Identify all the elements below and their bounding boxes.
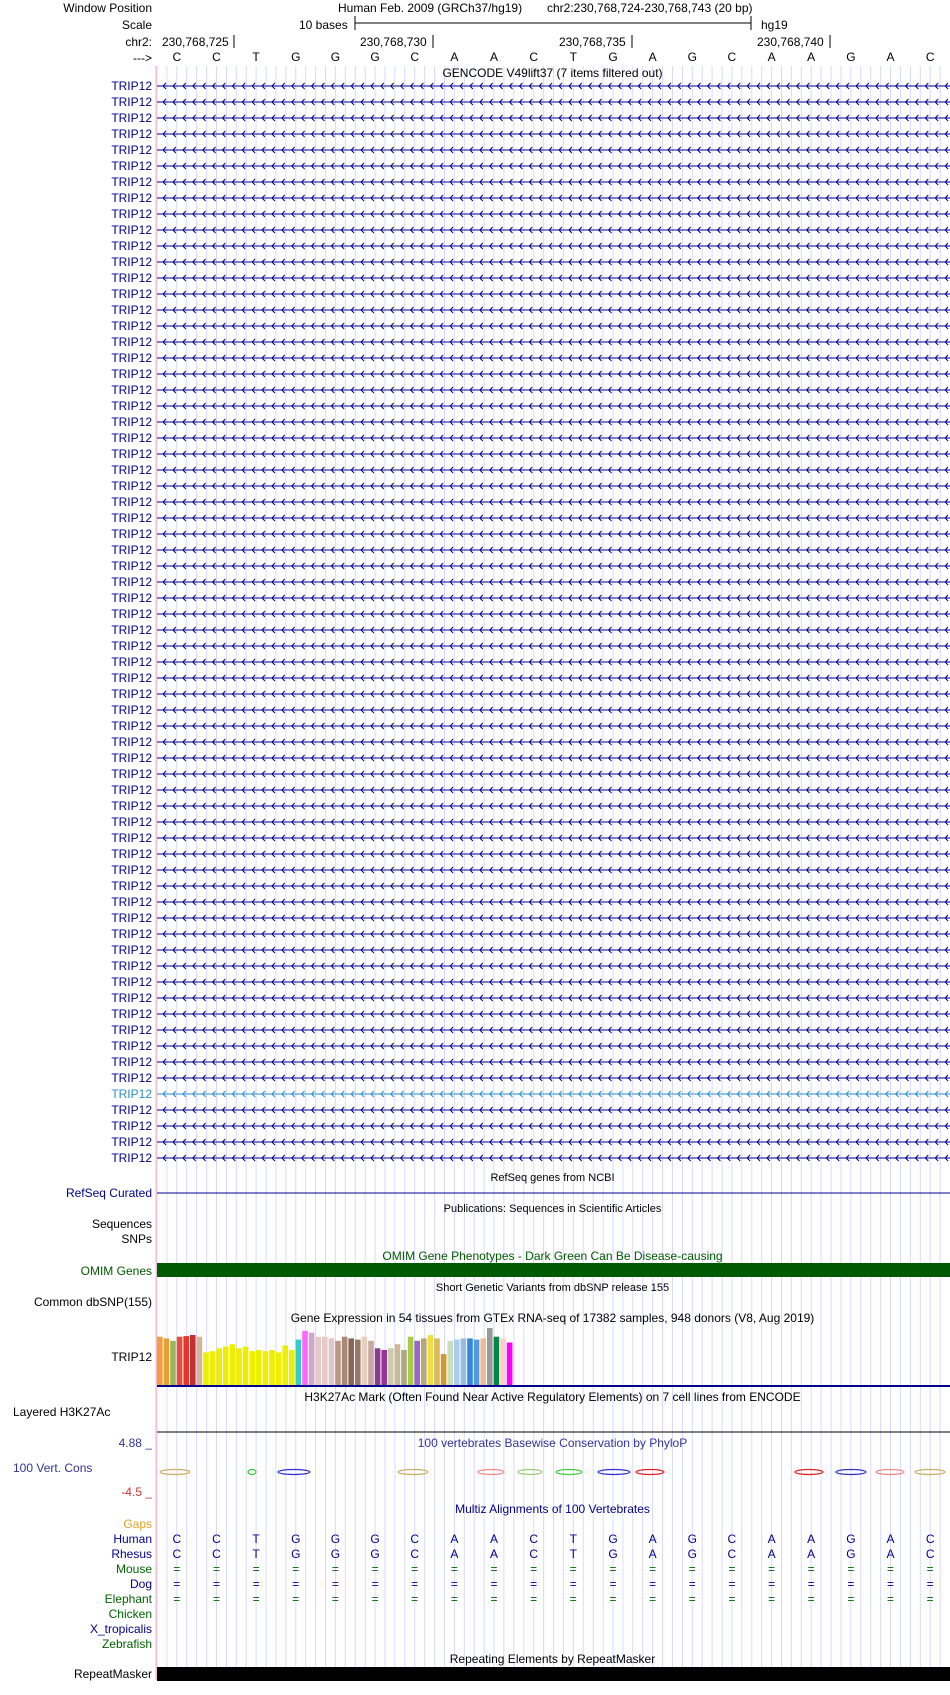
coord-3: 230,768,735	[559, 35, 626, 49]
gene-label-trip12[interactable]: TRIP12	[111, 751, 152, 765]
gtex-tissue-bar	[322, 1337, 328, 1386]
species-label[interactable]: Rhesus	[111, 1547, 152, 1561]
species-label[interactable]: Human	[113, 1532, 152, 1546]
alignment-base: =	[609, 1562, 617, 1576]
gene-label-trip12[interactable]: TRIP12	[111, 1055, 152, 1069]
chrom-label: chr2:	[125, 35, 152, 49]
base-letter: G	[608, 50, 618, 64]
alignment-base: =	[688, 1577, 696, 1591]
gene-label-trip12[interactable]: TRIP12	[111, 1039, 152, 1053]
coord-2: 230,768,730	[360, 35, 427, 49]
gtex-tissue-bar	[428, 1335, 434, 1386]
gtex-tissue-bar	[480, 1338, 486, 1386]
omim-track-title[interactable]: OMIM Gene Phenotypes - Dark Green Can Be Disease-causing	[382, 1249, 723, 1263]
alignment-base: C	[529, 1532, 539, 1546]
gene-label-trip12[interactable]: TRIP12	[111, 207, 152, 221]
gene-label-trip12[interactable]: TRIP12	[111, 943, 152, 957]
alignment-base: C	[212, 1547, 221, 1561]
gene-label-trip12[interactable]: TRIP12	[111, 783, 152, 797]
refseq-track-title[interactable]: RefSeq genes from NCBI	[490, 1172, 615, 1184]
refseq-label[interactable]: RefSeq Curated	[65, 1186, 152, 1200]
alignment-base: =	[411, 1577, 419, 1591]
phylop-max-label: 4.88 _	[118, 1436, 152, 1450]
gtex-tissue-bar	[408, 1337, 414, 1386]
alignment-base: C	[529, 1547, 539, 1561]
alignment-base: A	[648, 1532, 657, 1546]
gtex-tissue-bar	[302, 1331, 308, 1386]
gene-label-trip12[interactable]: TRIP12	[111, 879, 152, 893]
gtex-tissue-bar	[315, 1337, 321, 1386]
gene-label-trip12[interactable]: TRIP12	[111, 319, 152, 333]
gtex-label[interactable]: TRIP12	[111, 1350, 152, 1364]
gtex-tissue-bar	[263, 1351, 269, 1386]
alignment-base: =	[530, 1577, 538, 1591]
alignment-base: =	[688, 1592, 696, 1606]
alignment-base: =	[649, 1592, 657, 1606]
alignment-base: C	[925, 1532, 935, 1546]
gtex-tissue-bar	[342, 1337, 348, 1386]
multiz-track-title[interactable]: Multiz Alignments of 100 Vertebrates	[455, 1502, 650, 1516]
alignment-base: =	[490, 1592, 498, 1606]
alignment-base: =	[252, 1577, 260, 1591]
alignment-base: T	[252, 1532, 260, 1546]
species-label[interactable]: X_tropicalis	[89, 1622, 152, 1636]
publications-track-title[interactable]: Publications: Sequences in Scientific Articles	[443, 1203, 662, 1215]
gene-label-trip12[interactable]: TRIP12	[111, 399, 152, 413]
alignment-base: =	[530, 1592, 538, 1606]
alignment-base: G	[687, 1532, 697, 1546]
multiz-gaps-label[interactable]: Gaps	[123, 1517, 152, 1531]
position-text[interactable]: chr2:230,768,724-230,768,743 (20 bp)	[547, 1, 753, 15]
phylop-mark	[478, 1470, 504, 1475]
base-letter: G	[370, 50, 380, 64]
phylop-mark	[248, 1470, 256, 1475]
gtex-tissue-bar	[210, 1351, 216, 1386]
gtex-tissue-bar	[243, 1347, 249, 1386]
alignment-base: A	[450, 1547, 459, 1561]
gtex-tissue-bar	[329, 1338, 335, 1386]
gtex-tissue-bar	[230, 1344, 236, 1386]
alignment-base: =	[807, 1592, 815, 1606]
alignment-base: =	[411, 1592, 419, 1606]
alignment-base: A	[450, 1532, 459, 1546]
window-position-label: Window Position	[63, 1, 152, 15]
species-alignment	[157, 1562, 950, 1576]
phylop-track-title[interactable]: 100 vertebrates Basewise Conservation by PhyloP	[417, 1436, 688, 1450]
phylop-mark	[795, 1470, 823, 1475]
alignment-base: A	[489, 1547, 498, 1561]
species-alignment	[157, 1577, 950, 1591]
alignment-base: =	[450, 1577, 458, 1591]
gene-label-trip12[interactable]: TRIP12	[111, 159, 152, 173]
gtex-tissue-bar	[362, 1337, 368, 1386]
gene-label-trip12[interactable]: TRIP12	[111, 831, 152, 845]
alignment-base: =	[768, 1592, 776, 1606]
base-letter: G	[330, 50, 341, 64]
omim-label[interactable]: OMIM Genes	[80, 1264, 152, 1278]
gene-label-trip12[interactable]: TRIP12	[111, 735, 152, 749]
gtex-tissue-bar	[441, 1354, 447, 1386]
alignment-base: A	[489, 1532, 498, 1546]
gene-label-trip12[interactable]: TRIP12	[111, 911, 152, 925]
gtex-tissue-bar	[157, 1337, 163, 1386]
gene-label-trip12[interactable]: TRIP12	[111, 1007, 152, 1021]
publications-label-snps[interactable]: SNPs	[121, 1232, 152, 1246]
gene-label-trip12[interactable]: TRIP12	[111, 559, 152, 573]
gene-label-trip12[interactable]: TRIP12	[111, 623, 152, 637]
base-letter: A	[450, 50, 459, 64]
phylop-mark	[556, 1470, 582, 1475]
phylop-mark	[160, 1470, 190, 1475]
h3k27ac-label[interactable]: Layered H3K27Ac	[13, 1405, 111, 1419]
alignment-base: =	[569, 1562, 577, 1576]
gtex-tissue-bar	[401, 1350, 407, 1386]
alignment-base: T	[569, 1547, 577, 1561]
alignment-base: =	[490, 1577, 498, 1591]
gene-label-trip12[interactable]: TRIP12	[111, 479, 152, 493]
alignment-base: A	[886, 1532, 895, 1546]
gtex-tissue-bar	[309, 1333, 315, 1386]
assembly-short: hg19	[761, 18, 788, 32]
gtex-tissue-bar	[395, 1344, 401, 1386]
alignment-base: =	[807, 1577, 815, 1591]
alignment-base: T	[569, 1532, 577, 1546]
gene-label-trip12[interactable]: TRIP12	[111, 383, 152, 397]
alignment-base: =	[450, 1592, 458, 1606]
alignment-base: =	[886, 1577, 894, 1591]
gtex-tissue-bar	[381, 1350, 387, 1386]
gene-label-trip12[interactable]: TRIP12	[111, 367, 152, 381]
gtex-tissue-bar	[368, 1341, 374, 1386]
species-label[interactable]: Mouse	[115, 1562, 152, 1576]
alignment-base: =	[649, 1577, 657, 1591]
alignment-base: =	[609, 1592, 617, 1606]
gene-label-trip12[interactable]: TRIP12	[111, 1103, 152, 1117]
alignment-base: =	[926, 1592, 934, 1606]
gene-label-trip12[interactable]: TRIP12	[111, 1023, 152, 1037]
gtex-tissue-bar	[494, 1337, 500, 1386]
gtex-tissue-bar	[474, 1340, 480, 1386]
gene-label-trip12[interactable]: TRIP12	[111, 847, 152, 861]
gtex-tissue-bar	[256, 1350, 262, 1386]
gene-label-trip12[interactable]: TRIP12	[111, 447, 152, 461]
gene-label-trip12[interactable]: TRIP12	[111, 591, 152, 605]
base-letter: A	[648, 50, 657, 64]
gtex-tissue-bar	[348, 1338, 354, 1386]
species-alignment	[157, 1547, 950, 1561]
base-letter: C	[172, 50, 182, 64]
phylop-mark	[518, 1470, 542, 1475]
alignment-base: C	[172, 1532, 182, 1546]
repeatmasker-label[interactable]: RepeatMasker	[73, 1667, 152, 1681]
alignment-base: =	[331, 1577, 339, 1591]
alignment-base: =	[847, 1562, 855, 1576]
alignment-base: =	[807, 1562, 815, 1576]
gtex-tissue-bar	[170, 1341, 176, 1386]
gtex-tissue-bar	[375, 1348, 381, 1386]
gtex-tissue-bar	[434, 1338, 440, 1386]
gtex-tissue-bar	[355, 1340, 361, 1386]
gene-label-trip12[interactable]: TRIP12	[111, 463, 152, 477]
base-letter: G	[846, 50, 856, 64]
gene-label-trip12[interactable]: TRIP12	[111, 1135, 152, 1149]
gtex-tissue-bar	[487, 1328, 493, 1386]
gene-label-trip12[interactable]: TRIP12	[111, 719, 152, 733]
strand-label: --->	[133, 51, 152, 65]
gencode-track-title[interactable]: GENCODE V49lift37 (7 items filtered out)	[442, 66, 663, 80]
alignment-base: G	[291, 1547, 301, 1561]
alignment-base: =	[609, 1577, 617, 1591]
gene-label-trip12[interactable]: TRIP12	[111, 191, 152, 205]
gtex-tissue-bar	[447, 1341, 453, 1386]
assembly-title: Human Feb. 2009 (GRCh37/hg19)	[338, 1, 523, 15]
alignment-base: =	[252, 1592, 260, 1606]
alignment-base: G	[330, 1532, 341, 1546]
alignment-base: =	[331, 1592, 339, 1606]
base-letter: A	[886, 50, 895, 64]
alignment-base: =	[252, 1562, 260, 1576]
base-letter: G	[291, 50, 301, 64]
alignment-base: =	[371, 1577, 379, 1591]
base-letter: C	[727, 50, 737, 64]
alignment-base: A	[886, 1547, 895, 1561]
gene-label-trip12[interactable]: TRIP12	[111, 991, 152, 1005]
alignment-base: A	[767, 1547, 776, 1561]
gtex-tissue-bar	[500, 1338, 506, 1386]
base-letter: G	[687, 50, 697, 64]
gtex-tissue-bar	[282, 1345, 288, 1386]
alignment-base: =	[569, 1592, 577, 1606]
base-letter: A	[767, 50, 776, 64]
gene-label-trip12[interactable]: TRIP12	[111, 687, 152, 701]
alignment-base: =	[569, 1577, 577, 1591]
alignment-base: G	[370, 1547, 380, 1561]
gene-label-trip12[interactable]: TRIP12	[111, 79, 152, 93]
gene-label-trip12[interactable]: TRIP12	[111, 223, 152, 237]
dbsnp-track-title[interactable]: Short Genetic Variants from dbSNP release 155	[435, 1282, 670, 1294]
gtex-tissue-bar	[454, 1340, 460, 1386]
alignment-base: A	[648, 1547, 657, 1561]
alignment-base: =	[212, 1592, 220, 1606]
alignment-base: C	[410, 1532, 420, 1546]
alignment-base: C	[410, 1547, 420, 1561]
repeatmasker-bar	[157, 1667, 950, 1681]
gene-label-trip12[interactable]: TRIP12	[111, 767, 152, 781]
gene-label-trip12[interactable]: TRIP12	[111, 271, 152, 285]
gene-label-trip12[interactable]: TRIP12	[111, 959, 152, 973]
gtex-tissue-bar	[190, 1335, 196, 1386]
base-letter: T	[569, 50, 577, 64]
alignment-base: G	[608, 1547, 618, 1561]
gene-label-trip12[interactable]: TRIP12	[111, 1071, 152, 1085]
alignment-base: =	[530, 1562, 538, 1576]
gtex-tissue-bar	[289, 1350, 295, 1386]
gene-label-trip12[interactable]: TRIP12	[111, 431, 152, 445]
alignment-base: C	[212, 1532, 221, 1546]
scale-bar-text: 10 bases	[299, 18, 348, 32]
alignment-base: =	[450, 1562, 458, 1576]
gene-label-trip12[interactable]: TRIP12	[111, 655, 152, 669]
alignment-base: G	[846, 1547, 856, 1561]
gtex-tissue-bar	[269, 1350, 275, 1386]
species-alignment	[157, 1592, 950, 1606]
gene-label-trip12[interactable]: TRIP12	[111, 671, 152, 685]
species-label[interactable]: Dog	[129, 1577, 152, 1591]
dbsnp-label[interactable]: Common dbSNP(155)	[33, 1295, 152, 1309]
alignment-base: =	[411, 1562, 419, 1576]
alignment-base: G	[330, 1547, 341, 1561]
gtex-tissue-bar	[203, 1352, 209, 1386]
alignment-base: =	[847, 1577, 855, 1591]
gtex-tissue-bar	[249, 1351, 255, 1386]
alignment-base: G	[846, 1532, 856, 1546]
gene-label-trip12[interactable]: TRIP12	[111, 1119, 152, 1133]
alignment-base: =	[173, 1577, 181, 1591]
gene-label-trip12[interactable]: TRIP12	[111, 95, 152, 109]
gtex-tissue-bar	[421, 1338, 427, 1386]
gene-label-trip12[interactable]: TRIP12	[111, 927, 152, 941]
alignment-base: =	[173, 1562, 181, 1576]
gtex-tissue-bar	[388, 1348, 394, 1386]
gene-label-trip12[interactable]: TRIP12	[111, 543, 152, 557]
base-letter: A	[807, 50, 816, 64]
alignment-base: G	[608, 1532, 618, 1546]
gene-label-trip12[interactable]: TRIP12	[111, 703, 152, 717]
alignment-base: T	[252, 1547, 260, 1561]
alignment-base: =	[371, 1562, 379, 1576]
gtex-tissue-bar	[276, 1352, 282, 1386]
gtex-tissue-bar	[467, 1338, 473, 1386]
gene-label-trip12[interactable]: TRIP12	[111, 1087, 152, 1101]
gene-label-trip12[interactable]: TRIP12	[111, 799, 152, 813]
base-letter: T	[252, 50, 260, 64]
gene-label-trip12[interactable]: TRIP12	[111, 143, 152, 157]
alignment-base: =	[212, 1577, 220, 1591]
gtex-tissue-bar	[183, 1336, 189, 1386]
alignment-base: =	[688, 1562, 696, 1576]
alignment-base: =	[728, 1592, 736, 1606]
gene-label-trip12[interactable]: TRIP12	[111, 415, 152, 429]
alignment-base: =	[490, 1562, 498, 1576]
alignment-base: =	[926, 1577, 934, 1591]
gene-label-trip12[interactable]: TRIP12	[111, 255, 152, 269]
gtex-tissue-bar	[197, 1337, 203, 1386]
alignment-base: =	[768, 1577, 776, 1591]
alignment-base: C	[727, 1532, 737, 1546]
gene-label-trip12[interactable]: TRIP12	[111, 575, 152, 589]
phylop-label[interactable]: 100 Vert. Cons	[13, 1461, 93, 1475]
alignment-base: =	[292, 1562, 300, 1576]
alignment-base: =	[847, 1592, 855, 1606]
gtex-tissue-bar	[164, 1338, 170, 1386]
alignment-base: =	[768, 1562, 776, 1576]
alignment-base: C	[925, 1547, 935, 1561]
scale-label: Scale	[121, 18, 152, 32]
gene-label-trip12[interactable]: TRIP12	[111, 351, 152, 365]
species-label[interactable]: Elephant	[104, 1592, 152, 1606]
h3k27ac-track-title[interactable]: H3K27Ac Mark (Often Found Near Active Regulatory Elements) on 7 cell lines from ENCODE	[304, 1390, 801, 1404]
gene-label-trip12[interactable]: TRIP12	[111, 127, 152, 141]
alignment-base: =	[728, 1562, 736, 1576]
gtex-tissue-bar	[296, 1340, 302, 1386]
alignment-base: =	[292, 1577, 300, 1591]
alignment-base: G	[291, 1532, 301, 1546]
alignment-base: G	[687, 1547, 697, 1561]
gene-label-trip12[interactable]: TRIP12	[111, 607, 152, 621]
omim-bar	[157, 1263, 950, 1277]
repeatmasker-track-title[interactable]: Repeating Elements by RepeatMasker	[449, 1652, 656, 1666]
species-label[interactable]: Chicken	[108, 1607, 152, 1621]
gtex-tissue-bar	[177, 1337, 183, 1386]
alignment-base: A	[767, 1532, 776, 1546]
alignment-base: C	[172, 1547, 182, 1561]
gtex-tissue-bar	[216, 1348, 222, 1386]
gtex-track-title[interactable]: Gene Expression in 54 tissues from GTEx RNA-seq of 17382 samples, 948 donors (V8, Aug 2019)	[290, 1311, 815, 1325]
base-letter: C	[212, 50, 221, 64]
coord-4: 230,768,740	[757, 35, 824, 49]
gene-label-trip12[interactable]: TRIP12	[111, 239, 152, 253]
gtex-tissue-bar	[236, 1348, 242, 1386]
alignment-base: =	[292, 1592, 300, 1606]
gene-label-trip12[interactable]: TRIP12	[111, 815, 152, 829]
gtex-tissue-bar	[507, 1343, 513, 1387]
gtex-tissue-bar	[414, 1341, 420, 1386]
base-letter: C	[925, 50, 935, 64]
alignment-base: A	[807, 1547, 816, 1561]
gene-label-trip12[interactable]: TRIP12	[111, 287, 152, 301]
gene-label-trip12[interactable]: TRIP12	[111, 1151, 152, 1165]
gene-label-trip12[interactable]: TRIP12	[111, 895, 152, 909]
publications-label-sequences[interactable]: Sequences	[91, 1217, 152, 1231]
gene-label-trip12[interactable]: TRIP12	[111, 511, 152, 525]
alignment-base: =	[926, 1562, 934, 1576]
gtex-tissue-bar	[223, 1347, 229, 1386]
phylop-mark	[398, 1470, 428, 1475]
alignment-base: =	[331, 1562, 339, 1576]
alignment-base: =	[371, 1592, 379, 1606]
gene-label-trip12[interactable]: TRIP12	[111, 527, 152, 541]
alignment-base: =	[728, 1577, 736, 1591]
alignment-base: A	[807, 1532, 816, 1546]
alignment-base: =	[173, 1592, 181, 1606]
gtex-tissue-bar	[461, 1338, 467, 1386]
gene-label-trip12[interactable]: TRIP12	[111, 111, 152, 125]
alignment-base: G	[370, 1532, 380, 1546]
gene-label-trip12[interactable]: TRIP12	[111, 303, 152, 317]
species-label[interactable]: Zebrafish	[101, 1637, 152, 1651]
phylop-mark	[636, 1470, 664, 1475]
gene-label-trip12[interactable]: TRIP12	[111, 175, 152, 189]
gene-label-trip12[interactable]: TRIP12	[111, 975, 152, 989]
species-alignment	[157, 1532, 950, 1546]
gene-label-trip12[interactable]: TRIP12	[111, 495, 152, 509]
alignment-base: =	[886, 1562, 894, 1576]
gene-label-trip12[interactable]: TRIP12	[111, 863, 152, 877]
alignment-base: C	[727, 1547, 737, 1561]
alignment-base: =	[212, 1562, 220, 1576]
base-letter: C	[529, 50, 539, 64]
base-letter: A	[489, 50, 498, 64]
gtex-tissue-bar	[335, 1341, 341, 1386]
coord-1: 230,768,725	[162, 35, 229, 49]
base-letter: C	[410, 50, 420, 64]
alignment-base: =	[886, 1592, 894, 1606]
alignment-base: =	[649, 1562, 657, 1576]
gene-label-trip12[interactable]: TRIP12	[111, 639, 152, 653]
phylop-min-label: -4.5 _	[121, 1485, 152, 1499]
gene-label-trip12[interactable]: TRIP12	[111, 335, 152, 349]
